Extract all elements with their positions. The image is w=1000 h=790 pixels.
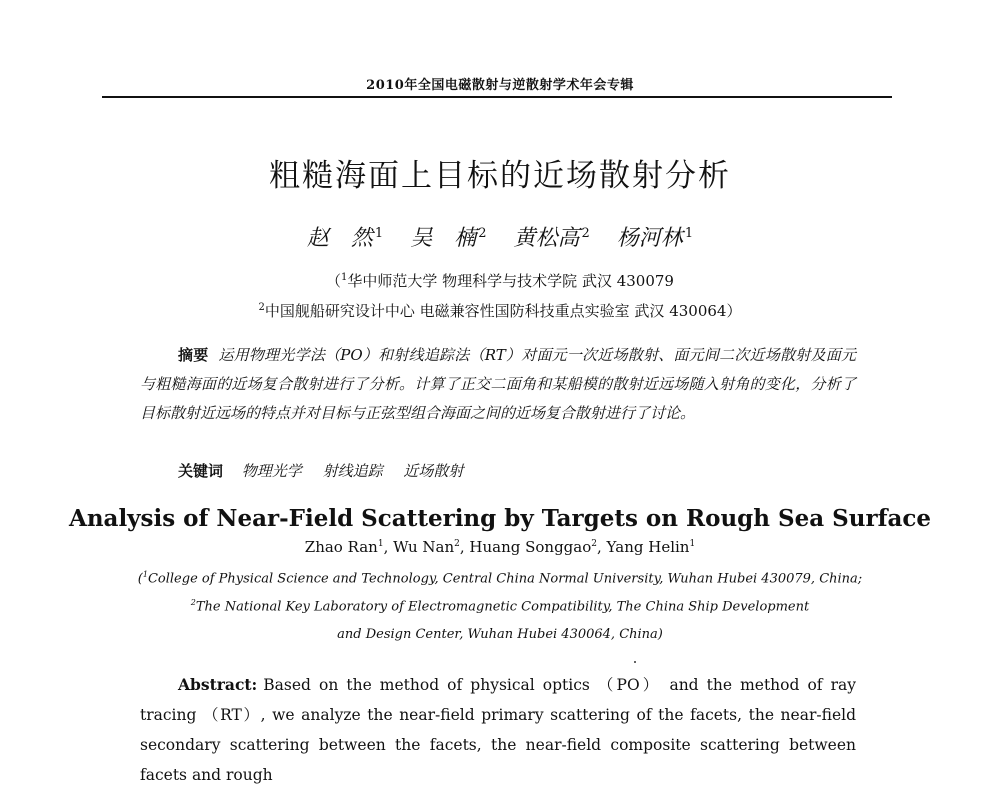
- abstract-cn-label: 摘要: [178, 346, 209, 364]
- title-chinese: 粗糙海面上目标的近场散射分析: [269, 158, 731, 194]
- affiliation-text: The National Key Laboratory of Electromagnetic Compatibility, The China Ship Development: [195, 599, 810, 615]
- running-header: 2010年全国电磁散射与逆散射学术年会专辑: [366, 78, 634, 93]
- author-cn-name: 赵 然: [306, 226, 373, 251]
- author-en-name: Huang Songgao: [469, 538, 592, 556]
- abstract-cn-text: 运用物理光学法（PO）和射线追踪法（RT）对面元一次近场散射、面元间二次近场散射及面元与粗糙海面的近场复合散射进行了分析。计算了正交二面角和某船模的散射近远场随入射角的变化，分析了目标散射近远场的特点并对目标与正弦型组合海面之间的近场复合散射进行了讨论。: [140, 346, 856, 422]
- author-cn-4: [617, 226, 693, 251]
- author-cn-sup: 1: [684, 225, 694, 241]
- author-en-sup: 1: [689, 539, 696, 549]
- affiliation-close-paren: ): [657, 627, 663, 642]
- stray-dot: [634, 661, 636, 663]
- author-en-name: Zhao Ran: [304, 538, 378, 556]
- author-cn-3: [514, 226, 590, 251]
- authors-chinese: [0, 221, 1000, 252]
- author-en-sup: 2: [591, 539, 597, 549]
- affiliation-sup: 1: [341, 272, 348, 283]
- author-en-3: [469, 538, 606, 556]
- affiliation-open-paren: (: [137, 571, 143, 587]
- affiliation-text: College of Physical Science and Technology, Central China Normal University, Wuhan Hubei 430079, China;: [147, 571, 863, 587]
- keyword-item: 近场散射: [403, 462, 464, 480]
- author-en-sup: 1: [377, 539, 384, 549]
- author-en-sep: ,: [383, 538, 394, 556]
- author-cn-name: 黄松高: [513, 226, 580, 251]
- keyword-item: 射线追踪: [322, 462, 383, 480]
- author-en-4: [607, 538, 696, 556]
- header-rule: [102, 96, 892, 98]
- affiliation-text: 中国舰船研究设计中心 电磁兼容性国防科技重点实验室 武汉 430064）: [264, 302, 742, 320]
- author-en-sep: ,: [597, 538, 607, 556]
- affiliation-cn-1: [0, 270, 1000, 291]
- affiliation-text: 华中师范大学 物理科学与技术学院 武汉 430079: [347, 272, 674, 290]
- affiliation-en-1: [0, 570, 1000, 586]
- keywords-chinese: [178, 460, 479, 481]
- affiliation-cn-2: [0, 300, 1000, 321]
- author-cn-sup: 2: [478, 225, 487, 241]
- author-en-sep: ,: [459, 538, 470, 556]
- abstract-english: [140, 670, 856, 790]
- affiliation-open-paren: （: [326, 272, 342, 290]
- authors-english: [0, 538, 1000, 556]
- author-en-2: [393, 538, 469, 556]
- title-english: Analysis of Near-Field Scattering by Targets on Rough Sea Surface: [68, 505, 932, 532]
- author-cn-sup: 2: [581, 225, 590, 241]
- author-cn-2: [410, 226, 486, 251]
- abstract-en-label: Abstract:: [178, 675, 258, 694]
- abstract-chinese: [140, 341, 856, 428]
- affiliation-sup: 2: [258, 302, 265, 313]
- keyword-item: 物理光学: [241, 462, 302, 480]
- affiliation-en-2: [0, 598, 1000, 614]
- abstract-en-text: Based on the method of physical optics （PO） and the method of ray tracing （RT）, we analyze the near-field primary scattering of the facets, the near-field secondary scattering between the facets, the near-field composite scattering between facets and rough: [140, 676, 856, 784]
- affiliation-sup: 1: [142, 570, 148, 579]
- author-en-name: Yang Helin: [606, 538, 690, 556]
- keywords-cn-label: 关键词: [178, 462, 224, 480]
- affiliation-text: and Design Center, Wuhan Hubei 430064, China: [337, 627, 658, 642]
- author-cn-name: 吴 楠: [410, 226, 477, 251]
- affiliation-en-3: [0, 627, 1000, 642]
- author-en-sup: 2: [454, 539, 460, 549]
- author-cn-1: [307, 226, 383, 251]
- author-cn-sup: 1: [374, 225, 384, 241]
- author-cn-name: 杨河林: [616, 226, 683, 251]
- author-en-name: Wu Nan: [393, 538, 455, 556]
- affiliation-sup: 2: [190, 598, 196, 607]
- author-en-1: [305, 538, 393, 556]
